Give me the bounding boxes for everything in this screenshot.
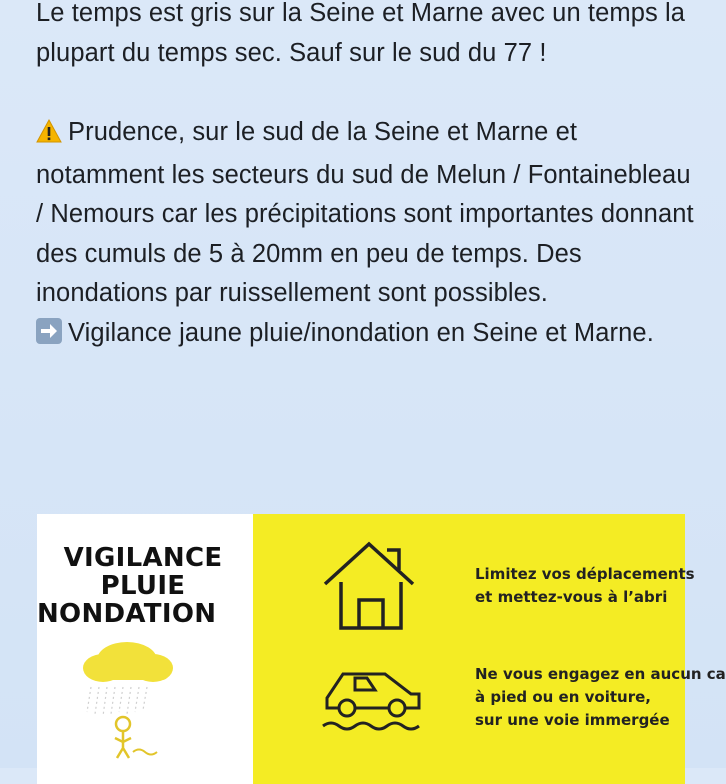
- advice-shelter: [475, 563, 695, 609]
- advice-road-line-2: à pied ou en voiture,: [475, 688, 651, 706]
- advice-flooded-road: [475, 663, 726, 732]
- warning-text: Prudence, sur le sud de la Seine et Marne et notamment les secteurs du sud de Melun / Fontainebleau / Nemours car les précipitations sont importantes donnant des cumuls de 5 à 20mm en peu de temps. Des inondations par ruissellement sont possibles.: [36, 118, 694, 307]
- person-in-water-icon: [103, 714, 173, 768]
- vigilance-card: [37, 514, 726, 784]
- warning-emoji-icon: [36, 116, 62, 156]
- right-arrow-emoji-icon: [36, 318, 62, 344]
- advice-shelter-line-2: et mettez-vous à l’abri: [475, 588, 668, 606]
- vigilance-text: Vigilance jaune pluie/inondation en Seine et Marne.: [68, 318, 654, 347]
- house-icon: [321, 536, 421, 632]
- title-line-3: NONDATION: [37, 599, 217, 629]
- advice-road-line-1: Ne vous engagez en aucun ca: [475, 665, 726, 683]
- rain-cloud-icon: [77, 632, 177, 722]
- post-text: [36, 0, 696, 353]
- card-right-panel: [253, 514, 726, 784]
- paragraph-gap: [36, 73, 696, 113]
- post-paragraph-2: [36, 113, 696, 314]
- car-flood-icon: [319, 660, 429, 740]
- title-line-2: PLUIE: [100, 571, 186, 601]
- card-left-panel: [37, 514, 253, 784]
- post-paragraph-1: Le temps est gris sur la Seine et Marne avec un temps la plupart du temps sec. Sauf sur le sud du 77 !: [36, 0, 686, 67]
- advice-shelter-line-1: Limitez vos déplacements: [475, 565, 695, 583]
- post-paragraph-3: [36, 314, 696, 354]
- vigilance-title: [37, 544, 249, 628]
- title-line-1: VIGILANCE: [63, 543, 223, 573]
- advice-road-line-3: sur une voie immergée: [475, 711, 670, 729]
